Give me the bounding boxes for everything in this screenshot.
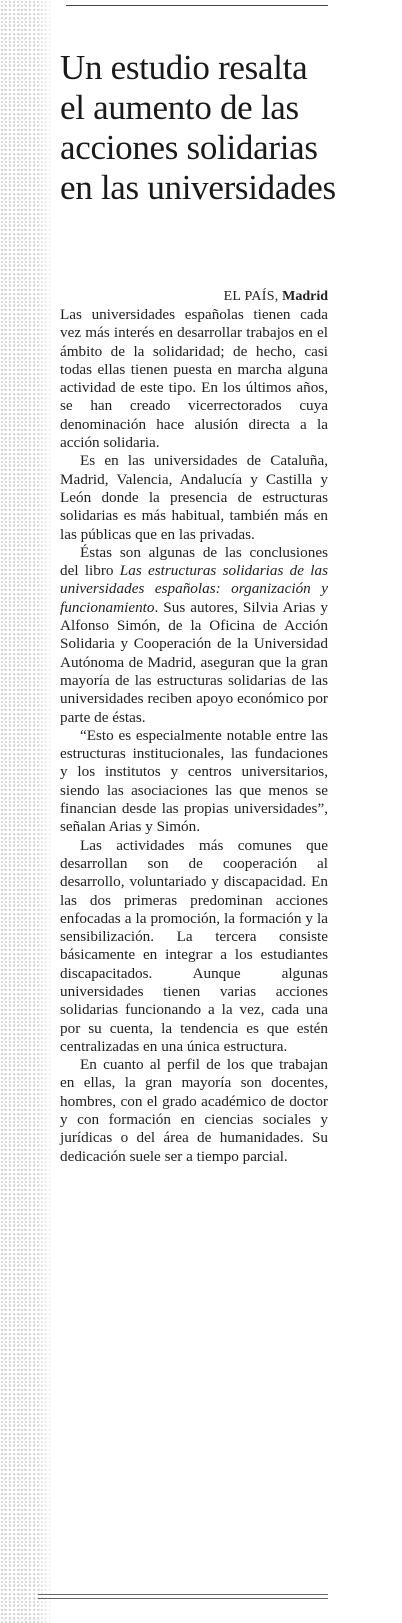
- byline-source: EL PAÍS,: [223, 289, 279, 304]
- paragraph-2: Es en las universidades de Cataluña, Madrid, Valencia, Andalucía y Castilla y León donde la presencia de estructuras solidarias es más habitual, también más en las públicas que en las privadas.: [60, 452, 328, 543]
- paragraph-3-intro: Éstas son algunas de las conclusiones del libro: [60, 543, 328, 580]
- bottom-rule: [38, 1598, 328, 1599]
- paragraph-4: “Esto es especialmente notable entre las estructuras institucionales, las fundaciones y los institutos y centros universitarios, siendo las asociaciones las que menos se financian desde las propias universidades”, señalan Arias y Simón.: [60, 726, 328, 836]
- article-body: [60, 306, 328, 1166]
- top-rule: [66, 5, 328, 6]
- book-title: Las estructuras solidarias de las universidades españolas: organización y funcionamiento: [60, 562, 328, 616]
- scan-shadow: [0, 0, 54, 1623]
- headline: Un estudio resalta el aumento de las acciones solidarias en las universidades: [60, 48, 336, 207]
- bottom-rule: [38, 1594, 328, 1595]
- paragraph-1: Las universidades españolas tienen cada vez más interés en desarrollar trabajos en el ámbito de la solidaridad; de hecho, casi todas ellas tienen puesta en marcha alguna actividad de este tipo. En los últimos años, se han creado vicerrectorados cuya denominación hace alusión directa a la acción solidaria.: [60, 306, 328, 452]
- byline: [60, 288, 328, 306]
- byline-city: Madrid: [282, 289, 328, 304]
- paragraph-3-rest: . Sus autores, Silvia Arias y Alfonso Simón, de la Oficina de Acción Solidaria y Cooperación de la Universidad Autónoma de Madrid, aseguran que la gran mayoría de las estructuras solidarias de las universidades reciben apoyo económico por parte de éstas.: [60, 598, 328, 726]
- paragraph-6: En cuanto al perfil de los que trabajan en ellas, la gran mayoría son docentes, hombres, con el grado académico de doctor y con formación en ciencias sociales y jurídicas o del área de humanidades. Su dedicación suele ser a tiempo parcial.: [60, 1056, 328, 1165]
- paragraph-3: [60, 544, 328, 727]
- paragraph-5: Las actividades más comunes que desarrollan son de cooperación al desarrollo, voluntariado y discapacidad. En las dos primeras predominan acciones enfocadas a la promoción, la formación y la sensibilización. La tercera consiste básicamente en integrar a los estudiantes discapacitados. Aunque algunas universidades tienen varias acciones solidarias funcionando a la vez, cada una por su cuenta, la tendencia es que estén centralizadas en una única estructura.: [60, 836, 328, 1055]
